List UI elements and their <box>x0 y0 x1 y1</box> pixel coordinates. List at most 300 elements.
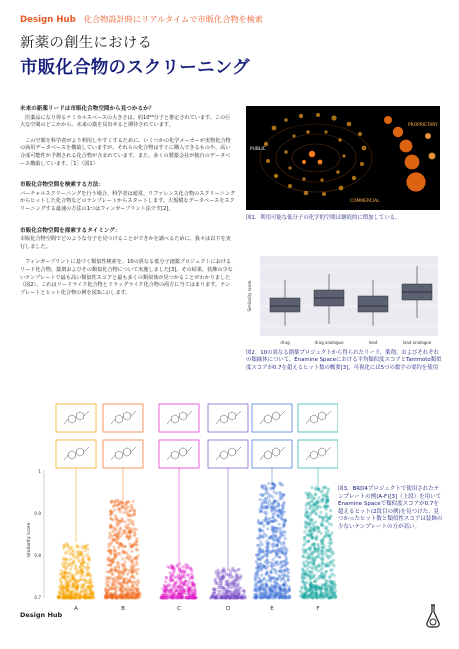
scatter-point <box>256 544 259 547</box>
scatter-point <box>61 583 64 586</box>
scatter-point <box>84 589 87 592</box>
scatter-point <box>76 593 79 596</box>
scatter-point <box>264 484 267 487</box>
scatter-point <box>120 563 123 566</box>
scatter-point <box>129 588 132 591</box>
scatter-point <box>164 596 167 599</box>
scatter-point <box>264 519 267 522</box>
scatter-point <box>127 569 130 572</box>
scatter-point <box>259 510 262 513</box>
scatter-point <box>256 563 259 566</box>
scatter-point <box>306 534 309 537</box>
scatter-point <box>117 581 120 584</box>
scatter-point <box>314 492 317 495</box>
scatter-point <box>314 568 317 571</box>
scatter-point <box>122 502 125 505</box>
scatter-point <box>214 579 217 582</box>
scatter-point <box>104 596 107 599</box>
scatter-point <box>181 570 184 573</box>
scatter-point <box>304 576 307 579</box>
scatter-point <box>109 543 112 546</box>
flask-logo-icon <box>424 603 442 629</box>
scatter-point <box>317 547 320 550</box>
figure3-ytick: 0.9 <box>34 511 41 516</box>
scatter-point <box>220 582 223 585</box>
scatter-point <box>276 544 279 547</box>
scatter-point <box>300 585 303 588</box>
scatter-point <box>125 511 128 514</box>
scatter-point <box>306 515 309 518</box>
paragraph: バーチャルスクリーニングを行う場合、科学者は通常、リファレンス化合物のスクリーニングからヒットした化合物などのテンプレートからスタートします。大規模なデータベースをスクリーニングする最速の方法の1つはフィンガープリント法です[2]。 <box>20 190 236 212</box>
scatter-point <box>271 528 274 531</box>
scatter-point <box>332 559 335 562</box>
scatter-point <box>133 534 136 537</box>
figure2-caption: 図2．10の異なる創薬プロジェクトから得られたリード、薬剤、およびそれぞれの類縁体について、Enamine Spaceにおける平均類似度スコアとTanimoto類似度スコアが0.7を超えるヒット数の概要[3]。可視化には5つの数字の要約を使用 <box>246 350 442 371</box>
scatter-point <box>80 584 83 587</box>
scatter-point <box>71 575 74 578</box>
scatter-point <box>221 586 224 589</box>
scatter-point <box>63 545 66 548</box>
scatter-point <box>260 543 263 546</box>
scatter-point <box>132 500 135 503</box>
scatter-point <box>69 568 72 571</box>
scatter-point <box>305 508 308 511</box>
scatter-point <box>167 592 170 595</box>
scatter-point <box>285 574 288 577</box>
figure2-boxplot <box>246 252 442 352</box>
scatter-point <box>225 573 228 576</box>
scatter-point <box>314 591 317 594</box>
scatter-point <box>287 571 290 574</box>
scatter-point <box>114 593 117 596</box>
scatter-point <box>68 572 71 575</box>
scatter-point <box>130 568 133 571</box>
scatter-point <box>179 593 182 596</box>
scatter-point <box>136 568 139 571</box>
scatter-point <box>221 571 224 574</box>
scatter-point <box>136 579 139 582</box>
scatter-point <box>166 584 169 587</box>
scatter-point <box>63 559 66 562</box>
scatter-point <box>180 596 183 599</box>
scatter-point <box>302 555 305 558</box>
scatter-point <box>272 502 275 505</box>
scatter-point <box>186 596 189 599</box>
scatter-point <box>266 544 269 547</box>
scatter-point <box>81 571 84 574</box>
scatter-point <box>265 555 268 558</box>
scatter-point <box>304 525 307 528</box>
scatter-point <box>268 499 271 502</box>
scatter-point <box>133 513 136 516</box>
scatter-point <box>255 566 258 569</box>
scatter-point <box>304 573 307 576</box>
scatter-point <box>303 563 306 566</box>
brand-line <box>20 14 440 25</box>
scatter-point <box>81 574 84 577</box>
scatter-point <box>277 510 280 513</box>
scatter-point <box>316 550 319 553</box>
scatter-point <box>322 517 325 520</box>
scatter-point <box>272 596 275 599</box>
scatter-point <box>264 587 267 590</box>
scatter-point <box>308 492 311 495</box>
scatter-point <box>263 565 266 568</box>
scatter-point <box>272 538 275 541</box>
scatter-point <box>263 595 266 598</box>
scatter-point <box>270 550 273 553</box>
figure2-xlabel: drug analogue <box>314 340 344 345</box>
scatter-point <box>133 531 136 534</box>
header-subtitle: 化合物設計時にリアルタイムで市販化合物を検索 <box>83 14 264 24</box>
scatter-point <box>113 501 116 504</box>
scatter-point <box>331 562 334 565</box>
scatter-point <box>272 487 275 490</box>
template-structure-box <box>208 404 248 432</box>
scatter-point <box>321 561 324 564</box>
scatter-point <box>108 549 111 552</box>
scatter-point <box>329 509 332 512</box>
page-title-line2: 市販化合物のスクリーニング <box>20 58 250 78</box>
scatter-point <box>180 578 183 581</box>
scatter-point <box>109 559 112 562</box>
page-title-line1: 新薬の創生における <box>20 35 153 51</box>
scatter-point <box>122 505 125 508</box>
scatter-point <box>309 526 312 529</box>
scatter-point <box>213 592 216 595</box>
scatter-point <box>317 565 320 568</box>
scatter-point <box>284 554 287 557</box>
scatter-point <box>265 513 268 516</box>
scatter-point <box>284 537 287 540</box>
scatter-point <box>278 556 281 559</box>
scatter-point <box>320 498 323 501</box>
scatter-point <box>79 592 82 595</box>
scatter-point <box>76 587 79 590</box>
figure1-label-proprietary: PROPRIETARY <box>408 123 438 128</box>
scatter-point <box>86 562 89 565</box>
scatter-point <box>258 530 261 533</box>
scatter-point <box>69 558 72 561</box>
scatter-point <box>334 596 337 599</box>
scatter-point <box>134 556 137 559</box>
scatter-point <box>187 582 190 585</box>
scatter-point <box>280 588 283 591</box>
scatter-point <box>66 589 69 592</box>
scatter-point <box>178 566 181 569</box>
scatter-point <box>61 562 64 565</box>
scatter-point <box>236 576 239 579</box>
scatter-point <box>318 575 321 578</box>
scatter-point <box>310 529 313 532</box>
scatter-point <box>134 586 137 589</box>
scatter-point <box>191 596 194 599</box>
scatter-point <box>280 518 283 521</box>
scatter-point <box>255 554 258 557</box>
scatter-point <box>117 503 120 506</box>
scatter-point <box>283 570 286 573</box>
scatter-point <box>107 577 110 580</box>
scatter-point <box>277 527 280 530</box>
scatter-point <box>310 499 313 502</box>
scatter-point <box>264 505 267 508</box>
scatter-point <box>90 584 93 587</box>
scatter-point <box>126 585 129 588</box>
scatter-point <box>320 524 323 527</box>
scatter-point <box>278 591 281 594</box>
scatter-point <box>267 482 270 485</box>
scatter-point <box>70 547 73 550</box>
figure2-xlabel: drug <box>280 340 290 345</box>
scatter-point <box>112 534 115 537</box>
scatter-point <box>313 542 316 545</box>
scatter-point <box>321 572 324 575</box>
scatter-point <box>231 580 234 583</box>
scatter-point <box>307 574 310 577</box>
scatter-point <box>223 593 226 596</box>
scatter-point <box>81 546 84 549</box>
scatter-point <box>265 583 268 586</box>
scatter-point <box>321 558 324 561</box>
scatter-point <box>287 578 290 581</box>
scatter-point <box>77 558 80 561</box>
scatter-point <box>114 549 117 552</box>
figure3-stripplot <box>20 400 338 614</box>
scatter-point <box>234 579 237 582</box>
scatter-point <box>307 497 310 500</box>
paragraph: 医薬品になり得るケミカルスペースの大きさは、約10⁶³分子と推定されています。この巨大な空間のどこかから、未来の薬を見出せると期待されています。 <box>20 114 231 129</box>
scatter-point <box>225 590 228 593</box>
scatter-point <box>127 523 130 526</box>
scatter-point <box>279 574 282 577</box>
scatter-point <box>305 560 308 563</box>
scatter-point <box>318 586 321 589</box>
scatter-point <box>311 591 314 594</box>
scatter-point <box>126 596 129 599</box>
scatter-point <box>113 587 116 590</box>
scatter-point <box>274 569 277 572</box>
scatter-point <box>321 576 324 579</box>
scatter-point <box>111 578 114 581</box>
scatter-point <box>135 563 138 566</box>
scatter-point <box>67 575 70 578</box>
scatter-point <box>288 596 291 599</box>
scatter-point <box>194 596 197 599</box>
scatter-point <box>277 505 280 508</box>
scatter-point <box>117 508 120 511</box>
scatter-point <box>306 522 309 525</box>
scatter-point <box>264 501 267 504</box>
scatter-point <box>64 567 67 570</box>
scatter-point <box>81 564 84 567</box>
scatter-point <box>71 584 74 587</box>
scatter-point <box>125 551 128 554</box>
scatter-point <box>318 514 321 517</box>
scatter-point <box>216 575 219 578</box>
hit-structure-box <box>103 440 143 468</box>
scatter-point <box>306 540 309 543</box>
paragraph: 市販化合物空間でどのような分子を見つけることができかを調べるために、我々は以下を実行しました。 <box>20 236 231 250</box>
figure3-xlabel: A <box>74 606 78 612</box>
scatter-point <box>175 576 178 579</box>
scatter-point <box>105 592 108 595</box>
scatter-point <box>273 512 276 515</box>
scatter-point <box>259 592 262 595</box>
scatter-point <box>313 580 316 583</box>
scatter-point <box>92 593 95 596</box>
scatter-point <box>319 569 322 572</box>
scatter-point <box>78 596 81 599</box>
scatter-point <box>261 493 264 496</box>
scatter-point <box>305 596 308 599</box>
page-header <box>20 14 440 79</box>
scatter-point <box>271 545 274 548</box>
scatter-point <box>226 587 229 590</box>
scatter-point <box>114 565 117 568</box>
scatter-point <box>324 563 327 566</box>
scatter-point <box>74 580 77 583</box>
scatter-point <box>236 584 239 587</box>
scatter-point <box>302 596 305 599</box>
scatter-point <box>281 504 284 507</box>
scatter-point <box>254 579 257 582</box>
scatter-point <box>125 590 128 593</box>
scatter-point <box>170 594 173 597</box>
scatter-point <box>276 563 279 566</box>
scatter-point <box>213 588 216 591</box>
scatter-point <box>257 558 260 561</box>
scatter-point <box>311 495 314 498</box>
scatter-point <box>62 593 65 596</box>
scatter-point <box>320 539 323 542</box>
scatter-point <box>120 571 123 574</box>
scatter-point <box>231 594 234 597</box>
scatter-point <box>273 534 276 537</box>
scatter-point <box>104 587 107 590</box>
scatter-point <box>319 490 322 493</box>
scatter-point <box>257 581 260 584</box>
scatter-point <box>332 593 335 596</box>
scatter-point <box>125 556 128 559</box>
scatter-point <box>320 552 323 555</box>
scatter-point <box>288 588 291 591</box>
scatter-point <box>282 574 285 577</box>
scatter-point <box>330 572 333 575</box>
scatter-point <box>181 565 184 568</box>
scatter-point <box>183 583 186 586</box>
template-structure-box <box>159 404 199 432</box>
scatter-point <box>182 588 185 591</box>
scatter-point <box>135 596 138 599</box>
brand-name: Design Hub <box>20 15 76 25</box>
scatter-point <box>261 529 264 532</box>
footer-brand: Design Hub <box>20 611 63 619</box>
scatter-point <box>271 516 274 519</box>
scatter-point <box>82 578 85 581</box>
scatter-point <box>308 593 311 596</box>
scatter-point <box>230 586 233 589</box>
scatter-point <box>111 588 114 591</box>
scatter-point <box>109 564 112 567</box>
scatter-point <box>121 545 124 548</box>
scatter-point <box>234 570 237 573</box>
scatter-point <box>278 523 281 526</box>
scatter-point <box>131 570 134 573</box>
scatter-point <box>59 592 62 595</box>
scatter-point <box>87 558 90 561</box>
scatter-point <box>313 547 316 550</box>
scatter-point <box>69 578 72 581</box>
scatter-point <box>127 514 130 517</box>
scatter-point <box>266 550 269 553</box>
scatter-point <box>72 559 75 562</box>
template-structure-box <box>103 404 143 432</box>
scatter-point <box>305 548 308 551</box>
scatter-point <box>239 574 242 577</box>
scatter-point <box>63 570 66 573</box>
scatter-point <box>324 531 327 534</box>
scatter-point <box>303 583 306 586</box>
scatter-point <box>217 596 220 599</box>
scatter-point <box>254 584 257 587</box>
scatter-point <box>226 595 229 598</box>
scatter-point <box>60 587 63 590</box>
scatter-point <box>111 582 114 585</box>
scatter-point <box>106 564 109 567</box>
scatter-point <box>256 571 259 574</box>
scatter-point <box>130 505 133 508</box>
scatter-point <box>302 548 305 551</box>
scatter-point <box>233 589 236 592</box>
scatter-point <box>74 567 77 570</box>
scatter-point <box>272 562 275 565</box>
scatter-point <box>215 582 218 585</box>
scatter-point <box>225 580 228 583</box>
scatter-point <box>66 595 69 598</box>
scatter-point <box>217 590 220 593</box>
scatter-point <box>222 577 225 580</box>
figure1-label-commercial: COMMERCIAL <box>350 199 380 204</box>
scatter-point <box>115 537 118 540</box>
scatter-point <box>284 531 287 534</box>
scatter-point <box>189 568 192 571</box>
figure3-xlabel: D <box>225 606 231 612</box>
scatter-point <box>319 511 322 514</box>
scatter-point <box>190 572 193 575</box>
scatter-point <box>113 538 116 541</box>
scatter-point <box>83 595 86 598</box>
scatter-point <box>235 573 238 576</box>
scatter-point <box>310 559 313 562</box>
scatter-point <box>307 563 310 566</box>
scatter-point <box>88 582 91 585</box>
scatter-point <box>324 551 327 554</box>
scatter-point <box>57 596 60 599</box>
scatter-point <box>319 591 322 594</box>
scatter-point <box>271 495 274 498</box>
scatter-point <box>316 488 319 491</box>
scatter-point <box>271 576 274 579</box>
scatter-point <box>258 547 261 550</box>
scatter-point <box>113 508 116 511</box>
template-structure-box <box>252 404 292 432</box>
scatter-point <box>126 500 129 503</box>
scatter-point <box>278 536 281 539</box>
scatter-point <box>255 596 258 599</box>
scatter-point <box>267 537 270 540</box>
scatter-point <box>122 581 125 584</box>
template-structure-box <box>56 404 96 432</box>
